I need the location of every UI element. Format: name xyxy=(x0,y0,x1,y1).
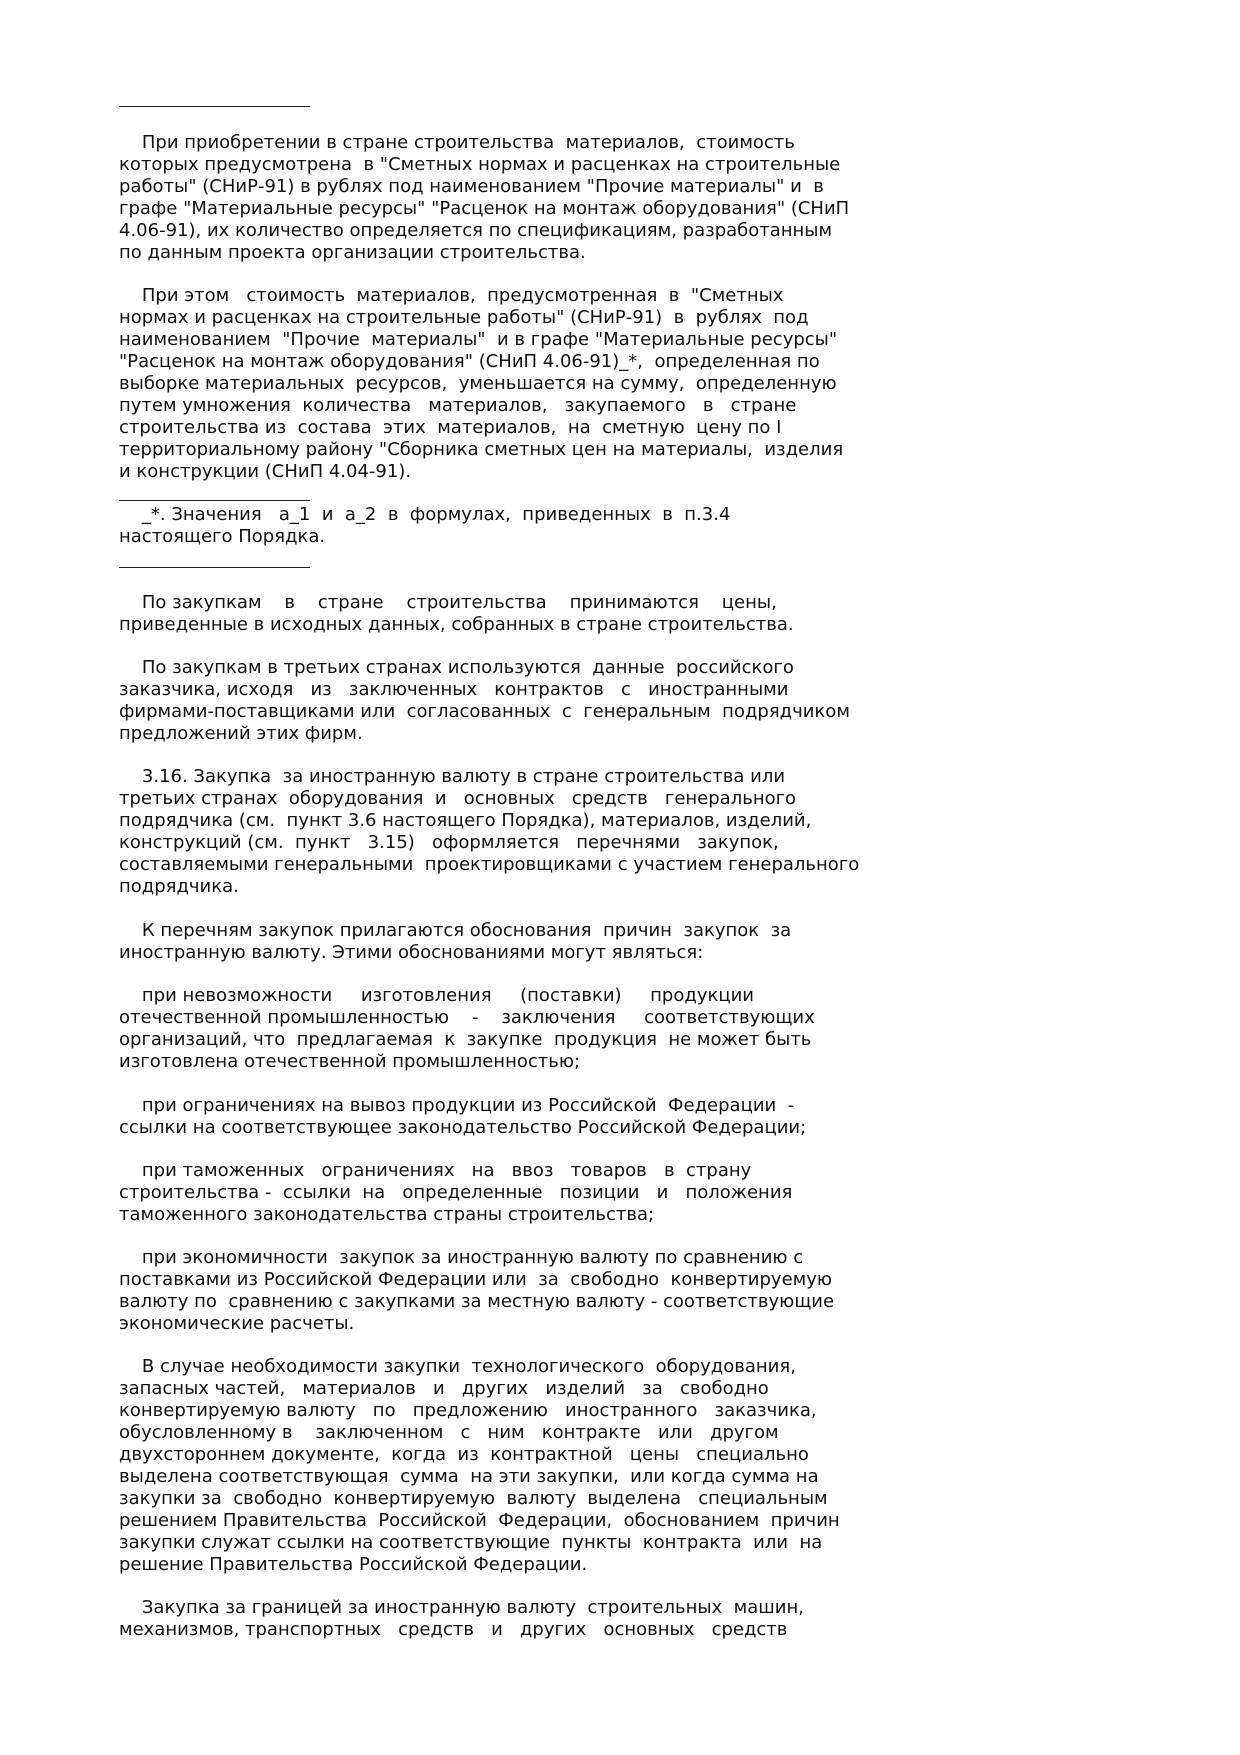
list-item-export-restrictions: при ограничениях на вывоз продукции из Российской Федерации - ссылки на соответствующее законодательство Российской Федерации; xyxy=(119,1095,807,1138)
footnote-text: _*. Значения а_1 и а_2 в формулах, приведенных в п.3.4 настоящего Порядка. xyxy=(119,504,731,547)
paragraph-local-prices: По закупкам в стране строительства принимаются цены, приведенные в исходных данных, собранных в стране строительства. xyxy=(119,592,794,635)
paragraph-materials-cost: При этом стоимость материалов, предусмотренная в "Сметных нормах и расценках на строительные работы" (СНиР-91) в рублях под наименованием "Прочие материалы" и в графе "Материальные ресурсы" "Расценок на монтаж оборудования" (СНиП 4.06-91)_*, определенная по выборке материальных ресурсов, уменьшается на сумму, определенную путем умножения количества материалов, закупаемого в стране строительства из состава этих материалов, на сметную цену по I территориальному району "Сборника сметных цен на материалы, изделия и конструкции (СНиП 4.04-91). xyxy=(119,285,844,482)
list-item-customs-restrictions: при таможенных ограничениях на ввоз товаров в страну строительства - ссылки на определенные позиции и положения таможенного законодательства страны строительства; xyxy=(119,1160,793,1225)
paragraph-third-countries: По закупкам в третьих странах используются данные российского заказчика, исходя из заключенных контрактов с иностранными фирмами-поставщиками или согласованных с генеральным подрядчиком предложений этих фирм. xyxy=(119,657,850,744)
list-item-domestic-production: при невозможности изготовления (поставки) продукции отечественной промышленностью - заключения соответствующих организаций, что предлагаемая к закупке продукция не может быть изготовлена отечественной промышленностью; xyxy=(119,985,815,1072)
paragraph-foreign-purchase: Закупка за границей за иностранную валюту строительных машин, механизмов, транспортных средств и других основных средств xyxy=(119,1597,804,1640)
paragraph-materials-purchase: При приобретении в стране строительства материалов, стоимость которых предусмотрена в "Сметных нормах и расценках на строительные работы" (СНиР-91) в рублях под наименованием "Прочие материалы" и в графе "Материальные ресурсы" "Расценок на монтаж оборудования" (СНиП 4.06-91), их количество определяется по спецификациям, разработанным по данным проекта организации строительства. xyxy=(119,132,850,263)
footnote-end-line xyxy=(119,567,310,568)
paragraph-convertible-currency: В случае необходимости закупки технологического оборудования, запасных частей, материалов и других изделий за свободно конвертируемую валюту по предложению иностранного заказчика, обусловленному в заключенном с ним контракте или другом двухстороннем документе, когда из контрактной цены специально выделена соответствующая сумма на эти закупки, или когда сумма на закупки за свободно конвертируемую валюту выделена специальным решением Правительства Российской Федерации, обоснованием причин закупки служат ссылки на соответствующие пункты контракта или на решение Правительства Российской Федерации. xyxy=(119,1356,840,1575)
paragraph-section-3-16: 3.16. Закупка за иностранную валюту в стране строительства или третьих странах оборудования и основных средств генерального подрядчика (см. пункт 3.6 настоящего Порядка), материалов, изделий, конструкций (см. пункт 3.15) оформляется перечнями закупок, составляемыми генеральными проектировщиками с участием генерального подрядчика. xyxy=(119,766,860,897)
paragraph-justifications: К перечням закупок прилагаются обоснования причин закупок за иностранную валюту. Этими обоснованиями могут являться: xyxy=(119,920,792,963)
list-item-economic-efficiency: при экономичности закупок за иностранную валюту по сравнению с поставками из Российской Федерации или за свободно конвертируемую валюту по сравнению с закупками за местную валюту - соответствующие экономические расчеты. xyxy=(119,1247,835,1334)
footnote-separator-line xyxy=(119,500,310,501)
separator-line xyxy=(119,106,310,107)
